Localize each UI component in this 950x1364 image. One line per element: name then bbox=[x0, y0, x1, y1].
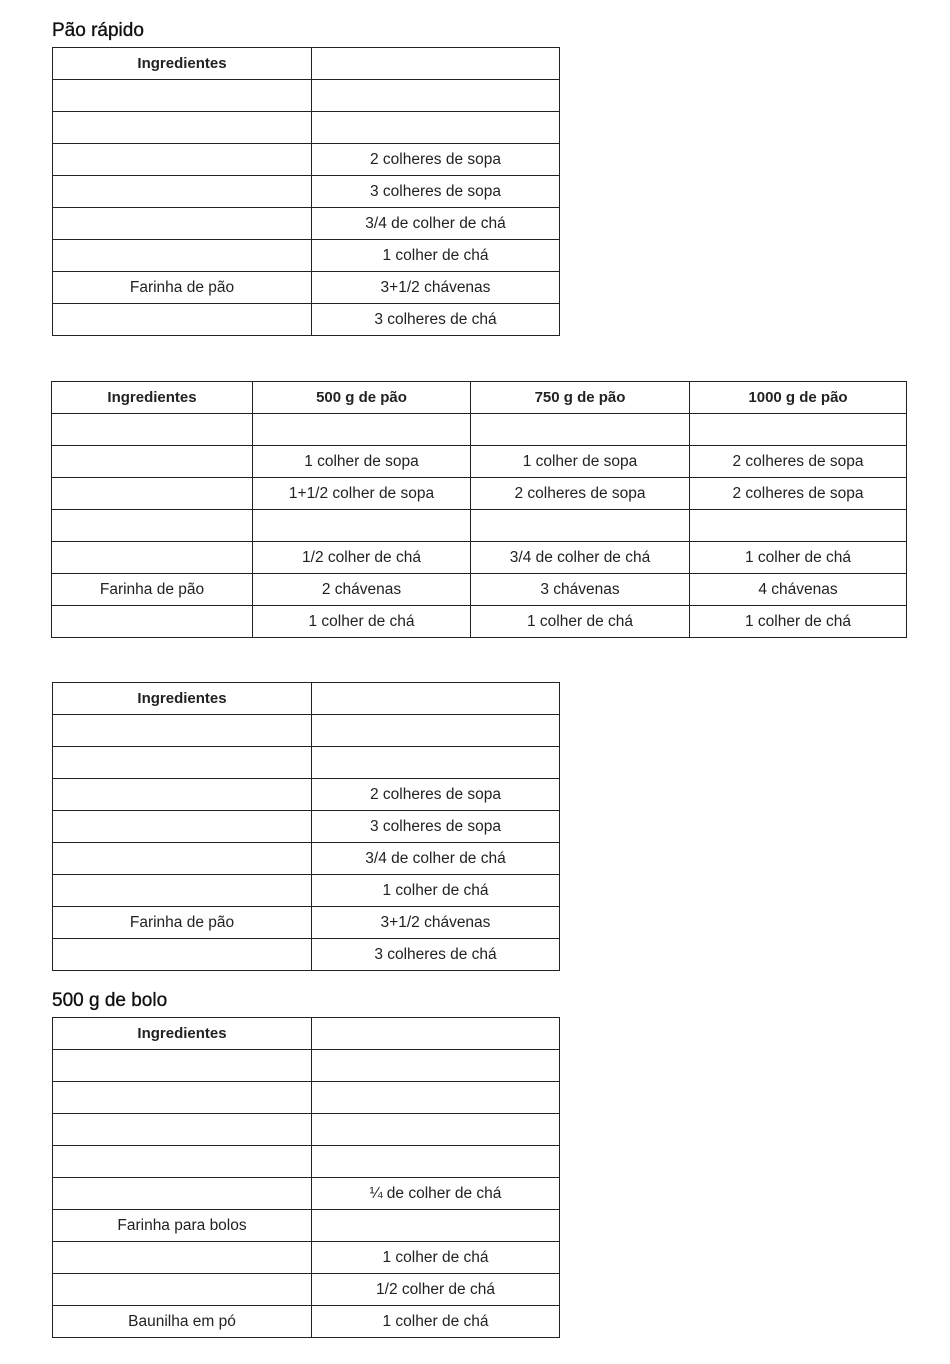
table-row bbox=[53, 1242, 560, 1274]
quantity-cell: 4 chávenas bbox=[690, 574, 907, 606]
quantity-cell: 2 colheres de sopa bbox=[312, 779, 560, 811]
quantity-cell: 3 colheres de sopa bbox=[312, 811, 560, 843]
table-row bbox=[52, 478, 907, 510]
table-row bbox=[53, 144, 560, 176]
quantity-cell: 1 colher de sopa bbox=[253, 446, 471, 478]
ingredient-cell bbox=[53, 1050, 312, 1082]
quantity-cell bbox=[312, 1210, 560, 1242]
quantity-cell: 1 colher de sopa bbox=[471, 446, 690, 478]
ingredient-cell bbox=[53, 811, 312, 843]
quantity-cell bbox=[312, 747, 560, 779]
quantity-cell: 2 colheres de sopa bbox=[312, 144, 560, 176]
quantity-cell bbox=[471, 414, 690, 446]
table-row bbox=[52, 606, 907, 638]
table-row bbox=[52, 510, 907, 542]
column-header bbox=[312, 48, 560, 80]
ingredient-cell bbox=[53, 304, 312, 336]
column-header: 1000 g de pão bbox=[690, 382, 907, 414]
ingredient-cell bbox=[53, 176, 312, 208]
ingredient-cell bbox=[52, 414, 253, 446]
quantity-cell: 3 chávenas bbox=[471, 574, 690, 606]
table-row bbox=[53, 304, 560, 336]
quantity-cell bbox=[312, 1114, 560, 1146]
table-row bbox=[53, 1082, 560, 1114]
table-row bbox=[53, 747, 560, 779]
quantity-cell: 1/2 colher de chá bbox=[253, 542, 471, 574]
quantity-cell bbox=[312, 1146, 560, 1178]
ingredient-cell bbox=[53, 843, 312, 875]
ingredient-cell bbox=[52, 478, 253, 510]
quantity-cell: 3 colheres de chá bbox=[312, 939, 560, 971]
table-row bbox=[53, 779, 560, 811]
table-row bbox=[53, 843, 560, 875]
ingredient-cell bbox=[53, 112, 312, 144]
ingredient-cell bbox=[53, 208, 312, 240]
column-header: 750 g de pão bbox=[471, 382, 690, 414]
ingredient-cell: Farinha de pão bbox=[53, 907, 312, 939]
table-header-row bbox=[53, 1018, 560, 1050]
column-header bbox=[312, 1018, 560, 1050]
table-row bbox=[52, 542, 907, 574]
quantity-cell bbox=[471, 510, 690, 542]
table-row bbox=[53, 1210, 560, 1242]
quantity-cell: 3+1/2 chávenas bbox=[312, 272, 560, 304]
quantity-cell bbox=[312, 112, 560, 144]
quantity-cell: 3/4 de colher de chá bbox=[312, 843, 560, 875]
quantity-cell: 3/4 de colher de chá bbox=[471, 542, 690, 574]
table-row bbox=[53, 1178, 560, 1210]
table-header-row bbox=[53, 683, 560, 715]
column-header: Ingredientes bbox=[53, 48, 312, 80]
table-row bbox=[53, 176, 560, 208]
column-header: Ingredientes bbox=[53, 1018, 312, 1050]
ingredient-cell: Baunilha em pó bbox=[53, 1306, 312, 1338]
ingredient-cell bbox=[53, 1178, 312, 1210]
column-header bbox=[312, 683, 560, 715]
column-header: 500 g de pão bbox=[253, 382, 471, 414]
quantity-cell bbox=[253, 510, 471, 542]
ingredient-cell bbox=[53, 1146, 312, 1178]
ingredient-cell bbox=[53, 1242, 312, 1274]
quantity-cell bbox=[312, 715, 560, 747]
table-row bbox=[53, 240, 560, 272]
table-row bbox=[53, 1306, 560, 1338]
table-row bbox=[52, 414, 907, 446]
ingredient-cell bbox=[53, 1114, 312, 1146]
ingredient-cell bbox=[52, 446, 253, 478]
recipe-table-bolo bbox=[52, 1017, 560, 1338]
table-row bbox=[53, 939, 560, 971]
ingredient-cell bbox=[53, 939, 312, 971]
table-row bbox=[53, 1146, 560, 1178]
quantity-cell: 3+1/2 chávenas bbox=[312, 907, 560, 939]
table-row bbox=[53, 1114, 560, 1146]
quantity-cell: 1/2 colher de chá bbox=[312, 1274, 560, 1306]
quantity-cell bbox=[312, 80, 560, 112]
quantity-cell: 1 colher de chá bbox=[312, 1242, 560, 1274]
column-header: Ingredientes bbox=[52, 382, 253, 414]
ingredient-cell bbox=[53, 779, 312, 811]
recipe-table-loaf-sizes bbox=[51, 381, 907, 638]
column-header: Ingredientes bbox=[53, 683, 312, 715]
quantity-cell: ¼ de colher de chá bbox=[312, 1178, 560, 1210]
table-row bbox=[53, 875, 560, 907]
quantity-cell: 1 colher de chá bbox=[690, 542, 907, 574]
table-row bbox=[53, 907, 560, 939]
quantity-cell: 3 colheres de chá bbox=[312, 304, 560, 336]
quantity-cell: 1+1/2 colher de sopa bbox=[253, 478, 471, 510]
ingredient-cell bbox=[53, 1082, 312, 1114]
quantity-cell: 1 colher de chá bbox=[312, 240, 560, 272]
ingredient-cell bbox=[52, 542, 253, 574]
quantity-cell bbox=[690, 510, 907, 542]
quantity-cell bbox=[312, 1082, 560, 1114]
section-title-bolo: 500 g de bolo bbox=[52, 990, 168, 1011]
quantity-cell: 2 chávenas bbox=[253, 574, 471, 606]
table-header-row bbox=[53, 48, 560, 80]
quantity-cell: 1 colher de chá bbox=[312, 875, 560, 907]
table-row bbox=[53, 811, 560, 843]
quantity-cell bbox=[253, 414, 471, 446]
ingredient-cell bbox=[53, 80, 312, 112]
ingredient-cell: Farinha para bolos bbox=[53, 1210, 312, 1242]
ingredient-cell bbox=[53, 747, 312, 779]
table-row bbox=[53, 715, 560, 747]
quantity-cell: 2 colheres de sopa bbox=[471, 478, 690, 510]
ingredient-cell bbox=[53, 875, 312, 907]
table-row bbox=[53, 208, 560, 240]
section-title-pao-rapido: Pão rápido bbox=[52, 20, 144, 41]
table-row bbox=[53, 80, 560, 112]
ingredient-cell bbox=[53, 715, 312, 747]
recipe-table-pao-rapido bbox=[52, 47, 560, 336]
quantity-cell: 1 colher de chá bbox=[690, 606, 907, 638]
quantity-cell: 3 colheres de sopa bbox=[312, 176, 560, 208]
quantity-cell: 1 colher de chá bbox=[253, 606, 471, 638]
ingredient-cell: Farinha de pão bbox=[52, 574, 253, 606]
table-row bbox=[53, 1050, 560, 1082]
ingredient-cell bbox=[53, 240, 312, 272]
table-row bbox=[53, 272, 560, 304]
quantity-cell: 2 colheres de sopa bbox=[690, 478, 907, 510]
ingredient-cell bbox=[52, 606, 253, 638]
quantity-cell: 1 colher de chá bbox=[312, 1306, 560, 1338]
ingredient-cell: Farinha de pão bbox=[53, 272, 312, 304]
quantity-cell bbox=[312, 1050, 560, 1082]
ingredient-cell bbox=[53, 144, 312, 176]
table-row bbox=[52, 574, 907, 606]
quantity-cell bbox=[690, 414, 907, 446]
table-row bbox=[53, 1274, 560, 1306]
recipe-table-third bbox=[52, 682, 560, 971]
ingredient-cell bbox=[53, 1274, 312, 1306]
table-row bbox=[53, 112, 560, 144]
ingredient-cell bbox=[52, 510, 253, 542]
quantity-cell: 1 colher de chá bbox=[471, 606, 690, 638]
table-header-row bbox=[52, 382, 907, 414]
table-row bbox=[52, 446, 907, 478]
quantity-cell: 3/4 de colher de chá bbox=[312, 208, 560, 240]
quantity-cell: 2 colheres de sopa bbox=[690, 446, 907, 478]
